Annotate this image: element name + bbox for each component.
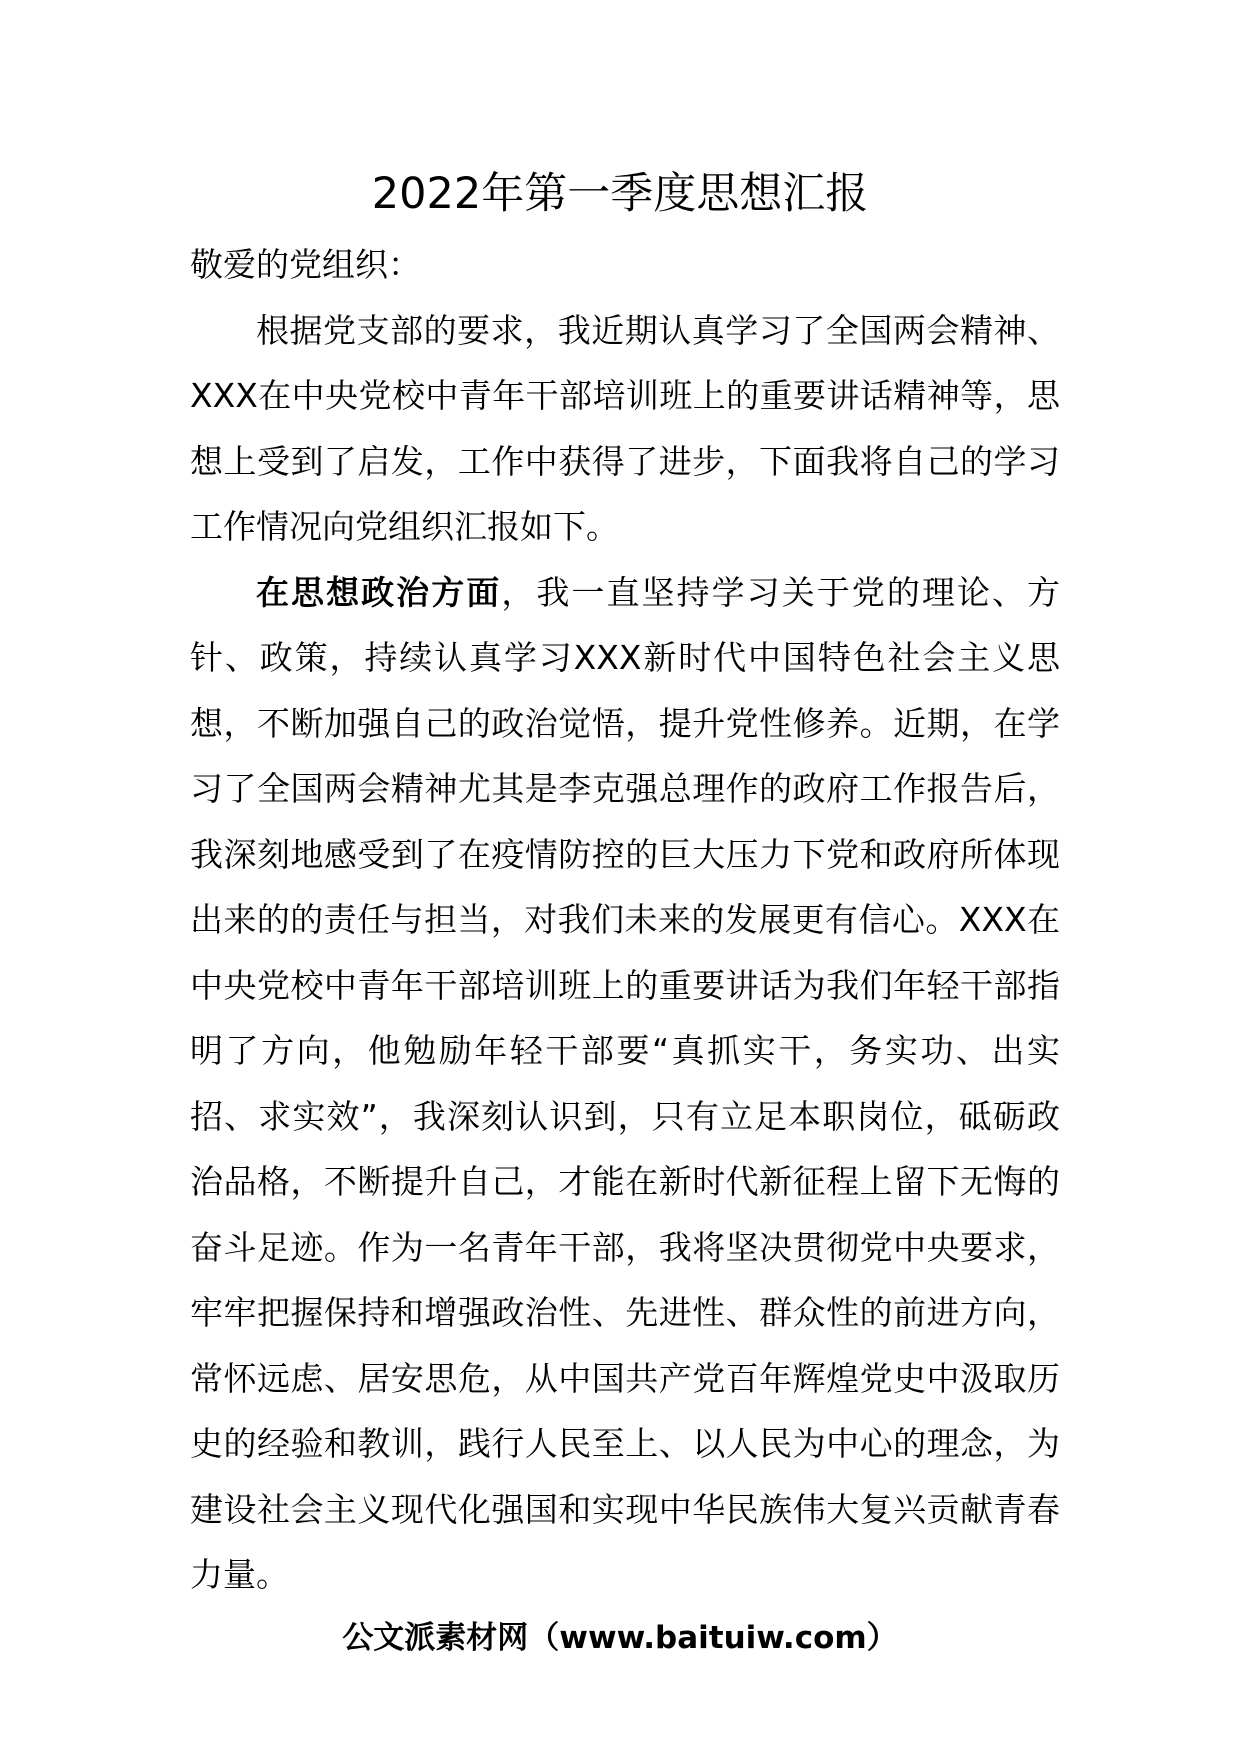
paragraph-2 xyxy=(190,560,1060,1608)
document-title: 2022年第一季度思想汇报 xyxy=(371,169,869,219)
paragraph-1 xyxy=(190,298,1060,560)
paragraph-2-text: ，我一直坚持学习关于党的理论、方针、政策，持续认真学习XXX新时代中国特色社会主义思想，不断加强自己的政治觉悟，提升党性修养。近期，在学习了全国两会精神尤其是李克强总理作的政府工作报告后，我深刻地感受到了在疫情防控的巨大压力下党和政府所体现出来的的责任与担当，对我们未来的发展更有信心。XXX在中央党校中青年干部培训班上的重要讲话为我们年轻干部指明了方向，他勉励年轻干部要“真抓实干，务实功、出实招、求实效”，我深刻认识到，只有立足本职岗位，砥砺政治品格，不断提升自己，才能在新时代新征程上留下无悔的奋斗足迹。作为一名青年干部，我将坚决贯彻党中央要求，牢牢把握保持和增强政治性、先进性、群众性的前进方向，常怀远虑、居安思危，从中国共产党百年辉煌党史中汲取历史的经验和教训，践行人民至上、以人民为中心的理念，为建设社会主义现代化强国和实现中华民族伟大复兴贡献青春力量。 xyxy=(190,572,1061,1594)
document-body xyxy=(190,232,1060,1608)
paragraph-2-lead: 在思想政治方面 xyxy=(256,572,502,612)
salutation: 敬爱的党组织： xyxy=(190,245,421,284)
footer-source: 公文派素材网（www.baituiw.com） xyxy=(342,1620,898,1656)
paragraph-1-text: 根据党支部的要求，我近期认真学习了全国两会精神、XXX在中央党校中青年干部培训班上的重要讲话精神等，思想上受到了启发，工作中获得了进步，下面我将自己的学习工作情况向党组织汇报如下。 xyxy=(190,310,1060,546)
